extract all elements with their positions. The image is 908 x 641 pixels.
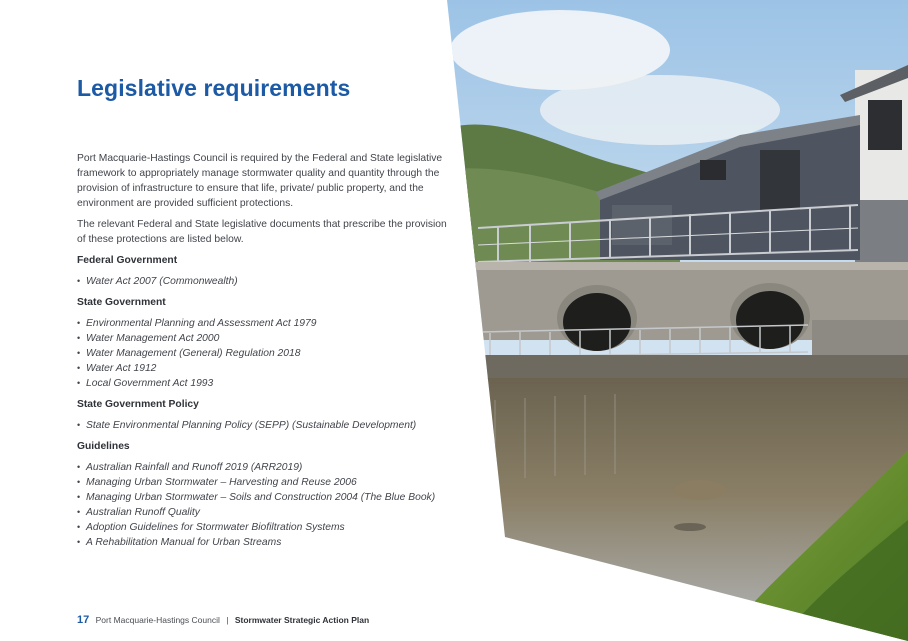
page-number: 17 — [77, 614, 90, 626]
intro-paragraph-1: Port Macquarie-Hastings Council is required by the Federal and State legislative framework to appropriately manage stormwater quality and quantity through the provision of infrastructure to ensure that life, private/ public property, and the environment are provided sufficient protections. — [77, 153, 443, 209]
list-item: • A Rehabilitation Manual for Urban Streams — [77, 535, 447, 550]
federal-government-heading: Federal Government — [77, 255, 178, 266]
list-item: • Australian Runoff Quality — [77, 505, 447, 520]
list-item: • Water Act 2007 (Commonwealth) — [77, 274, 447, 289]
footer-organisation: Port Macquarie-Hastings Council — [95, 615, 220, 625]
list-item: • Local Government Act 1993 — [77, 376, 447, 391]
list-item: • Water Management (General) Regulation 2018 — [77, 346, 447, 361]
legislation-text — [77, 151, 447, 556]
state-government-list — [77, 316, 447, 391]
guidelines-heading: Guidelines — [77, 441, 130, 452]
page-footer — [77, 614, 369, 626]
state-government-heading: State Government — [77, 297, 166, 308]
page-title: Legislative requirements — [77, 75, 351, 101]
list-item: • Water Management Act 2000 — [77, 331, 447, 346]
state-government-policy-heading: State Government Policy — [77, 399, 199, 410]
intro-paragraph-2: The relevant Federal and State legislative documents that prescribe the provision of these protections are listed below. — [77, 219, 447, 245]
list-item: • Managing Urban Stormwater – Harvesting and Reuse 2006 — [77, 475, 447, 490]
list-item: • Environmental Planning and Assessment Act 1979 — [77, 316, 447, 331]
list-item: • Managing Urban Stormwater – Soils and Construction 2004 (The Blue Book) — [77, 490, 447, 505]
list-item: • Water Act 1912 — [77, 361, 447, 376]
federal-government-list — [77, 274, 447, 289]
footer-separator: | — [226, 615, 229, 625]
state-government-policy-list — [77, 418, 447, 433]
guidelines-list — [77, 460, 447, 550]
list-item: • Adoption Guidelines for Stormwater Biofiltration Systems — [77, 520, 447, 535]
list-item: • State Environmental Planning Policy (SEPP) (Sustainable Development) — [77, 418, 447, 433]
footer-document-title: Stormwater Strategic Action Plan — [234, 615, 370, 625]
list-item: • Australian Rainfall and Runoff 2019 (ARR2019) — [77, 460, 447, 475]
